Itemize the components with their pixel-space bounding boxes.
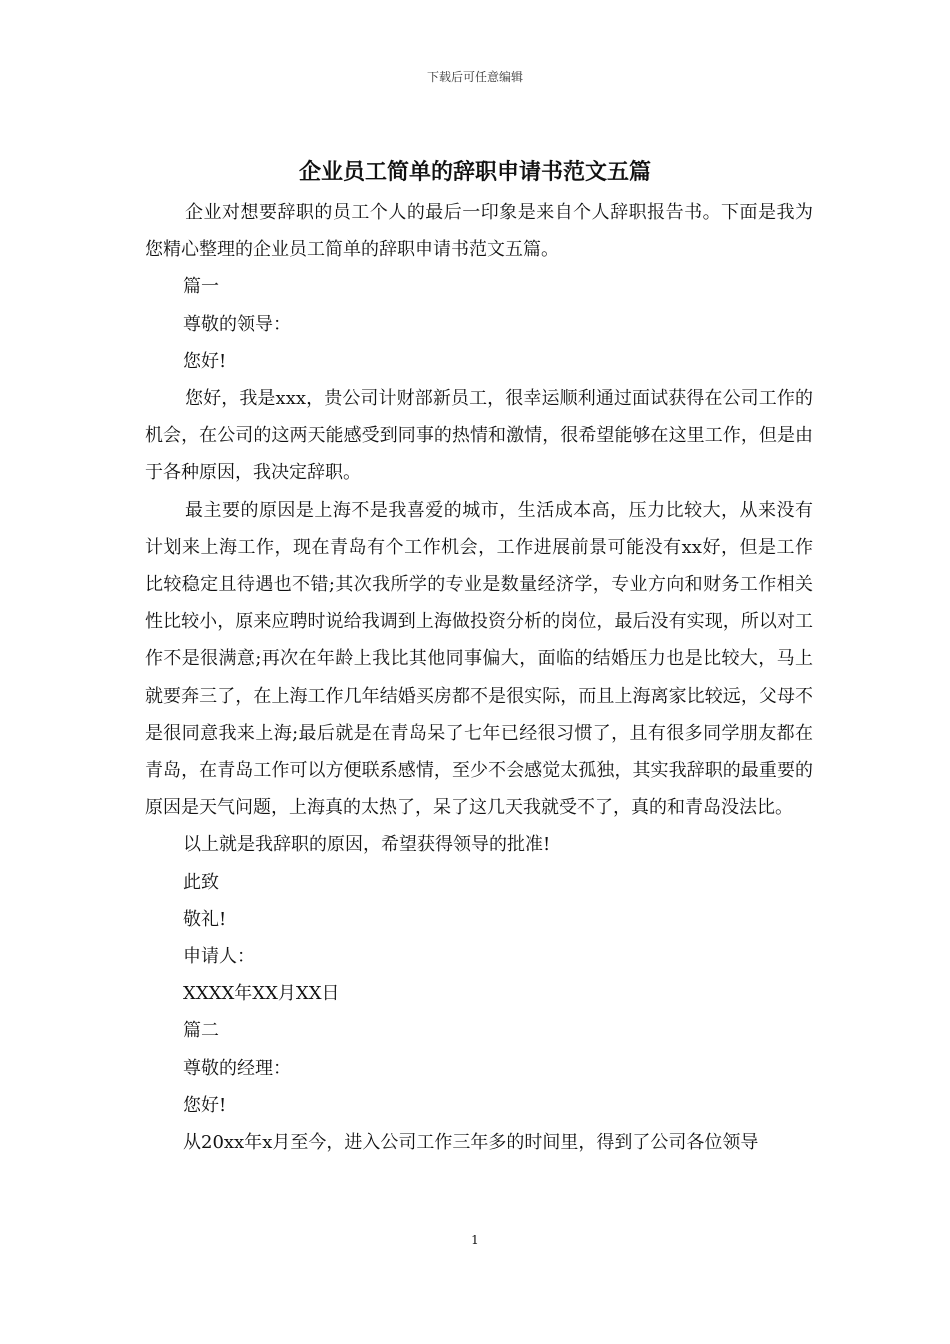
greeting: 您好! xyxy=(183,1094,227,1116)
document-title: 企业员工简单的辞职申请书范文五篇 xyxy=(298,159,651,185)
header-note: 下载后可任意编辑 xyxy=(426,70,523,84)
section-heading-2: 篇二 xyxy=(183,1020,219,1042)
salutation: 尊敬的经理： xyxy=(183,1057,291,1079)
closing-phrase: 此致 xyxy=(183,871,219,893)
body-paragraph: 您好，我是xxx，贵公司计财部新员工，很幸运顺利通过面试获得在公司工作的机会，在公司的这两天能感受到同事的热情和激情，很希望能够在这里工作，但是由于各种原因，我决定辞职。 xyxy=(145,388,813,484)
intro-paragraph: 企业对想要辞职的员工个人的最后一印象是来自个人辞职报告书。下面是我为您精心整理的企业员工简单的辞职申请书范文五篇。 xyxy=(145,202,813,261)
applicant-label: 申请人： xyxy=(183,946,255,968)
greeting: 您好! xyxy=(183,350,227,372)
closing-regards: 敬礼! xyxy=(183,908,227,930)
closing-request: 以上就是我辞职的原因，希望获得领导的批准! xyxy=(183,834,551,856)
body-paragraph: 从20xx年x月至今，进入公司工作三年多的时间里，得到了公司各位领导 xyxy=(183,1132,759,1154)
page-number: 1 xyxy=(471,1233,479,1247)
document-body xyxy=(145,194,813,1161)
date-line: XXXX年XX月XX日 xyxy=(183,983,340,1005)
section-heading-1: 篇一 xyxy=(183,276,219,298)
body-paragraph: 最主要的原因是上海不是我喜爱的城市，生活成本高，压力比较大，从来没有计划来上海工作，现在青岛有个工作机会，工作进展前景可能没有xx好，但是工作比较稳定且待遇也不错;其次我所学的专业是数量经济学，专业方向和财务工作相关性比较小，原来应聘时说给我调到上海做投资分析的岗位，最后没有实现，所以对工作不是很满意;再次在年龄上我比其他同事偏大，面临的结婚压力也是比较大，马上就要奔三了，在上海工作几年结婚买房都不是很实际，而且上海离家比较远，父母不是很同意我来上海;最后就是在青岛呆了七年已经很习惯了，且有很多同学朋友都在青岛，在青岛工作可以方便联系感情，至少不会感觉太孤独，其实我辞职的最重要的原因是天气问题，上海真的太热了，呆了这几天我就受不了，真的和青岛没法比。 xyxy=(145,499,813,819)
salutation: 尊敬的领导： xyxy=(183,313,291,335)
